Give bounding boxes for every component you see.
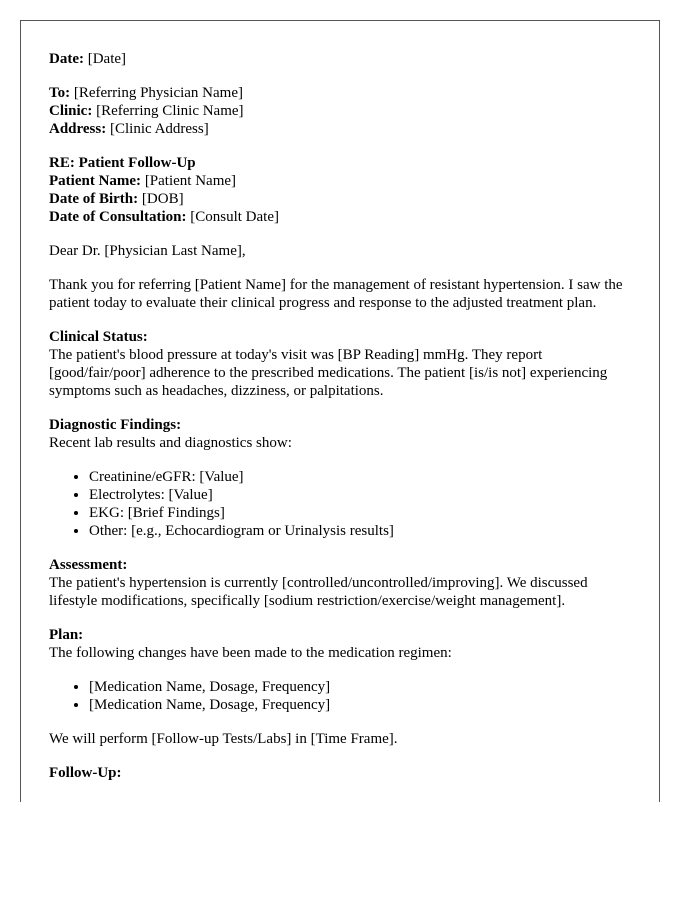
date-value: [Date]	[87, 51, 127, 67]
diagnostic-list	[49, 468, 639, 540]
list-item: • Creatinine/eGFR: [Value]	[89, 468, 639, 486]
patient-name-value: [Patient Name]	[144, 173, 237, 189]
salutation: Dear Dr. [Physician Last Name],	[49, 243, 246, 259]
diagnostic-heading: Diagnostic Findings:	[49, 417, 182, 433]
list-item: • [Medication Name, Dosage, Frequency]	[89, 678, 639, 696]
date-label: Date:	[49, 51, 84, 67]
to-label: To:	[49, 85, 71, 101]
to-value: [Referring Physician Name]	[73, 85, 243, 101]
patient-name-label: Patient Name:	[49, 173, 142, 189]
date-line	[49, 50, 639, 68]
list-item: • [Medication Name, Dosage, Frequency]	[89, 696, 639, 714]
clinic-line	[49, 102, 639, 120]
address-line	[49, 120, 639, 138]
assessment-section	[49, 556, 639, 610]
followup-section	[49, 764, 639, 782]
list-item: • Electrolytes: [Value]	[89, 486, 639, 504]
plan-list	[49, 678, 639, 714]
clinical-status-section	[49, 328, 639, 400]
address-label: Address:	[49, 121, 107, 137]
followup-heading: Follow-Up:	[49, 765, 122, 781]
plan-text: The following changes have been made to the medication regimen:	[49, 645, 452, 661]
dob-line	[49, 190, 639, 208]
dob-value: [DOB]	[141, 191, 184, 207]
clinical-status-heading: Clinical Status:	[49, 329, 148, 345]
clinic-value: [Referring Clinic Name]	[96, 103, 244, 119]
letter-page	[20, 20, 660, 802]
plan-section	[49, 626, 639, 748]
consult-date-line	[49, 208, 639, 226]
re-block	[49, 154, 639, 226]
patient-name-line	[49, 172, 639, 190]
diagnostic-text: Recent lab results and diagnostics show:	[49, 435, 292, 451]
assessment-heading: Assessment:	[49, 557, 128, 573]
clinic-label: Clinic:	[49, 103, 93, 119]
re-subject: RE: Patient Follow-Up	[49, 155, 196, 171]
assessment-text: The patient's hypertension is currently [controlled/uncontrolled/improving]. We discussed lifestyle modifications, specifically [sodium restriction/exercise/weight management].	[49, 575, 588, 609]
followup-tests-text: We will perform [Follow-up Tests/Labs] in [Time Frame].	[49, 731, 398, 747]
to-line	[49, 84, 639, 102]
clinical-status-text: The patient's blood pressure at today's visit was [BP Reading] mmHg. They report [good/fair/poor] adherence to the prescribed medications. The patient [is/is not] experiencing symptoms such as headaches, dizziness, or palpitations.	[49, 347, 608, 399]
consult-date-label: Date of Consultation:	[49, 209, 187, 225]
diagnostic-section	[49, 416, 639, 540]
address-value: [Clinic Address]	[109, 121, 209, 137]
intro-paragraph: Thank you for referring [Patient Name] for the management of resistant hypertension. I saw the patient today to evaluate their clinical progress and response to the adjusted treatment plan.	[49, 277, 623, 311]
consult-date-value: [Consult Date]	[190, 209, 279, 225]
letter-content	[49, 50, 639, 782]
list-item: • EKG: [Brief Findings]	[89, 504, 639, 522]
list-item: • Other: [e.g., Echocardiogram or Urinalysis results]	[89, 522, 639, 540]
recipient-block	[49, 84, 639, 138]
dob-label: Date of Birth:	[49, 191, 139, 207]
plan-heading: Plan:	[49, 627, 84, 643]
